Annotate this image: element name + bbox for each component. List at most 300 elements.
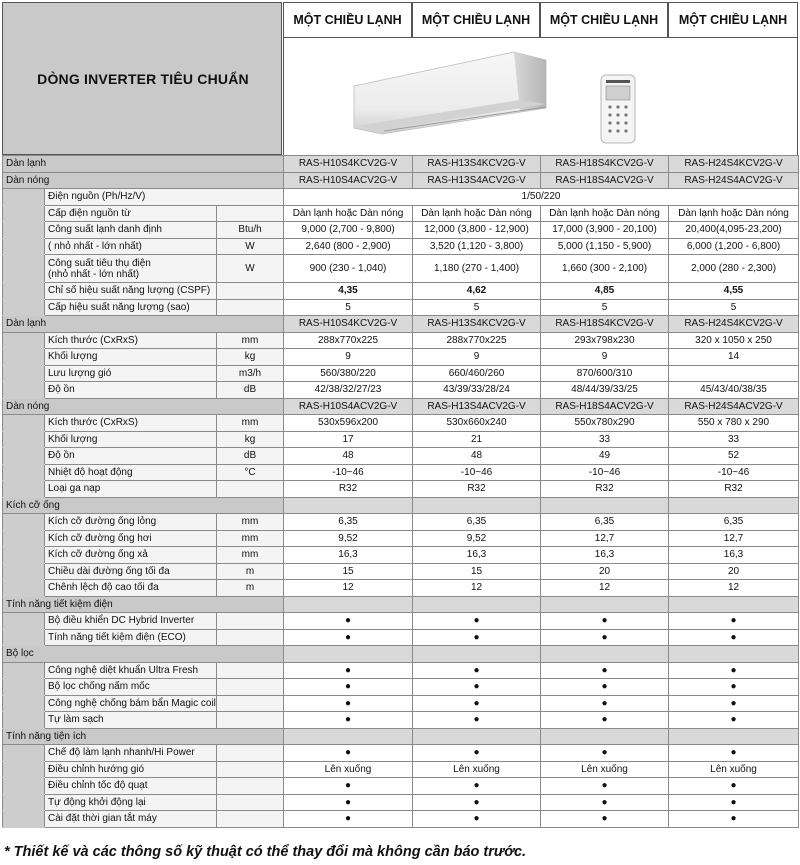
spec-value: 4,62 [413, 283, 541, 300]
spec-value: 3,520 (1,120 - 3,800) [413, 238, 541, 255]
spec-value: ● [284, 679, 413, 696]
spec-value: 16,3 [541, 547, 669, 564]
spec-label: Cấp hiệu suất năng lượng (sao) [45, 299, 217, 316]
spec-value: ● [413, 778, 541, 795]
spec-value: 288x770x225 [284, 332, 413, 349]
header-title-block [2, 2, 282, 155]
gutter-cell [3, 514, 45, 531]
spec-value: 12 [541, 580, 669, 597]
spec-label: Khối lượng [45, 349, 217, 366]
spec-value: 21 [413, 431, 541, 448]
spec-value: 5 [541, 299, 669, 316]
table-row [3, 299, 799, 316]
spec-value: 12,7 [541, 530, 669, 547]
spec-label-line: (nhỏ nhất - lớn nhất) [48, 268, 140, 280]
spec-value: 6,35 [413, 514, 541, 531]
table-row [3, 530, 799, 547]
spec-value: 15 [413, 563, 541, 580]
spec-label: Bộ điều khiển DC Hybrid Inverter [45, 613, 217, 630]
gutter-cell [3, 794, 45, 811]
unit-cell: m3/h [217, 365, 284, 382]
model-cell: RAS-H18S4KCV2G-V [541, 316, 669, 333]
spec-value: ● [541, 811, 669, 828]
spec-value: 12,000 (3,800 - 12,900) [413, 222, 541, 239]
spec-value: Dàn lạnh hoặc Dàn nóng [413, 205, 541, 222]
spec-value: Lên xuống [413, 761, 541, 778]
spec-value: 20 [669, 563, 799, 580]
spec-value: 14 [669, 349, 799, 366]
model-cell: RAS-H24S4ACV2G-V [669, 172, 799, 189]
spec-value: ● [669, 629, 799, 646]
spec-label: Lưu lượng gió [45, 365, 217, 382]
section-label: Tính năng tiện ích [3, 728, 284, 745]
spec-value: 17 [284, 431, 413, 448]
model-cell [541, 728, 669, 745]
gutter-cell [3, 745, 45, 762]
spec-label: Cấp điện nguồn từ [45, 205, 217, 222]
table-row [3, 580, 799, 597]
model-cell [669, 728, 799, 745]
spec-label: Bộ lọc chống nấm mốc [45, 679, 217, 696]
gutter-cell [3, 530, 45, 547]
spec-label: Kích cỡ đường ống hơi [45, 530, 217, 547]
model-cell: RAS-H18S4ACV2G-V [541, 172, 669, 189]
spec-value: 20,400(4,095-23,200) [669, 222, 799, 239]
unit-cell [217, 778, 284, 795]
spec-value: R32 [669, 481, 799, 498]
spec-label: Chế độ làm lạnh nhanh/Hi Power [45, 745, 217, 762]
gutter-cell [3, 205, 45, 222]
table-row [3, 745, 799, 762]
unit-cell: dB [217, 448, 284, 465]
spec-value: 16,3 [284, 547, 413, 564]
model-cell: RAS-H13S4ACV2G-V [413, 398, 541, 415]
gutter-cell [3, 547, 45, 564]
unit-cell [217, 629, 284, 646]
gutter-cell [3, 365, 45, 382]
spec-value: 320 x 1050 x 250 [669, 332, 799, 349]
unit-cell: mm [217, 514, 284, 531]
table-row [3, 679, 799, 696]
table-row [3, 811, 799, 828]
spec-value: Dàn lạnh hoặc Dàn nóng [669, 205, 799, 222]
spec-value: 9,000 (2,700 - 9,800) [284, 222, 413, 239]
model-cell: RAS-H18S4KCV2G-V [541, 156, 669, 173]
model-cell: RAS-H10S4KCV2G-V [284, 156, 413, 173]
spec-label-line: Công suất tiêu thụ điện [48, 257, 151, 269]
spec-value: 12 [413, 580, 541, 597]
unit-cell [217, 613, 284, 630]
spec-value: 5 [413, 299, 541, 316]
spec-value: 20 [541, 563, 669, 580]
table-row [3, 205, 799, 222]
spec-value: ● [669, 712, 799, 729]
gutter-cell [3, 563, 45, 580]
spec-value: ● [413, 811, 541, 828]
model-cell [541, 497, 669, 514]
table-row [3, 189, 799, 206]
unit-cell [217, 205, 284, 222]
unit-cell [217, 811, 284, 828]
footnote: * Thiết kế và các thông số kỹ thuật có thể thay đổi mà không cần báo trước. [4, 844, 527, 860]
spec-value: 48/44/39/33/25 [541, 382, 669, 399]
spec-value: 6,000 (1,200 - 6,800) [669, 238, 799, 255]
spec-label: Tính năng tiết kiệm điện (ECO) [45, 629, 217, 646]
spec-value: 4,55 [669, 283, 799, 300]
spec-value: 9,52 [413, 530, 541, 547]
gutter-cell [3, 255, 45, 283]
table-row [3, 794, 799, 811]
spec-label: Chiều dài đường ống tối đa [45, 563, 217, 580]
table-row [3, 728, 799, 745]
spec-value: 15 [284, 563, 413, 580]
spec-value: 560/380/220 [284, 365, 413, 382]
spec-value: 550 x 780 x 290 [669, 415, 799, 432]
spec-value: Dàn lạnh hoặc Dàn nóng [284, 205, 413, 222]
spec-value [669, 365, 799, 382]
spec-value: 33 [669, 431, 799, 448]
table-row [3, 255, 799, 283]
spec-value: -10~46 [541, 464, 669, 481]
spec-label: Chênh lệch độ cao tối đa [45, 580, 217, 597]
spec-value: 5,000 (1,150 - 5,900) [541, 238, 669, 255]
section-label: Dàn lạnh [3, 316, 284, 333]
unit-cell [217, 283, 284, 300]
model-cell [541, 596, 669, 613]
section-label: Bộ lọc [3, 646, 284, 663]
model-cell: RAS-H24S4KCV2G-V [669, 316, 799, 333]
gutter-cell [3, 811, 45, 828]
spec-value: 43/39/33/28/24 [413, 382, 541, 399]
spec-value: 12 [284, 580, 413, 597]
spec-label [45, 255, 217, 283]
spec-label: Độ ồn [45, 448, 217, 465]
spec-value: 9,52 [284, 530, 413, 547]
model-cell [284, 728, 413, 745]
spec-value: 288x770x225 [413, 332, 541, 349]
spec-value: 2,640 (800 - 2,900) [284, 238, 413, 255]
table-row [3, 778, 799, 795]
spec-value: 6,35 [541, 514, 669, 531]
table-row [3, 481, 799, 498]
gutter-cell [3, 332, 45, 349]
table-row [3, 316, 799, 333]
spec-value: 6,35 [284, 514, 413, 531]
spec-value: ● [284, 695, 413, 712]
spec-value: 12 [669, 580, 799, 597]
section-label: Dàn lạnh [3, 156, 284, 173]
table-row [3, 596, 799, 613]
table-row [3, 646, 799, 663]
unit-cell: mm [217, 415, 284, 432]
gutter-cell [3, 299, 45, 316]
spec-value: Lên xuống [669, 761, 799, 778]
gutter-cell [3, 222, 45, 239]
spec-label: Kích thước (CxRxS) [45, 332, 217, 349]
spec-value: Lên xuống [541, 761, 669, 778]
table-row [3, 662, 799, 679]
column-header-2: MỘT CHIỀU LẠNH [412, 2, 540, 38]
model-cell [413, 497, 541, 514]
table-row [3, 382, 799, 399]
spec-value: 42/38/32/27/23 [284, 382, 413, 399]
gutter-cell [3, 283, 45, 300]
spec-value: ● [284, 778, 413, 795]
model-cell: RAS-H10S4ACV2G-V [284, 172, 413, 189]
model-cell: RAS-H18S4ACV2G-V [541, 398, 669, 415]
gutter-cell [3, 464, 45, 481]
spec-value: 1/50/220 [284, 189, 799, 206]
gutter-cell [3, 189, 45, 206]
unit-cell [217, 745, 284, 762]
gutter-cell [3, 238, 45, 255]
gutter-cell [3, 382, 45, 399]
unit-cell [217, 794, 284, 811]
table-row [3, 365, 799, 382]
spec-value: ● [669, 778, 799, 795]
unit-cell [217, 761, 284, 778]
spec-value: ● [541, 778, 669, 795]
gutter-cell [3, 448, 45, 465]
section-label: Tính năng tiết kiệm điện [3, 596, 284, 613]
spec-value: ● [284, 712, 413, 729]
model-cell [413, 596, 541, 613]
table-row [3, 563, 799, 580]
spec-label: Độ ồn [45, 382, 217, 399]
spec-value: ● [541, 695, 669, 712]
table-row [3, 712, 799, 729]
spec-value: 293x798x230 [541, 332, 669, 349]
table-row [3, 431, 799, 448]
unit-cell [217, 712, 284, 729]
spec-value: 660/460/260 [413, 365, 541, 382]
section-label: Dàn nóng [3, 398, 284, 415]
spec-value: ● [284, 811, 413, 828]
spec-value: ● [284, 613, 413, 630]
unit-cell: W [217, 255, 284, 283]
table-row [3, 222, 799, 239]
unit-cell: kg [217, 349, 284, 366]
model-cell: RAS-H10S4ACV2G-V [284, 398, 413, 415]
spec-value: ● [541, 794, 669, 811]
model-cell [413, 646, 541, 663]
spec-value: 48 [284, 448, 413, 465]
table-row [3, 332, 799, 349]
spec-label: Cài đặt thời gian tắt máy [45, 811, 217, 828]
product-image-area [283, 38, 798, 155]
spec-value: ● [413, 662, 541, 679]
spec-value: Lên xuống [284, 761, 413, 778]
spec-value: 9 [284, 349, 413, 366]
model-cell: RAS-H13S4KCV2G-V [413, 316, 541, 333]
table-row [3, 464, 799, 481]
spec-value: ● [413, 695, 541, 712]
spec-value: ● [541, 745, 669, 762]
spec-value: 45/43/40/38/35 [669, 382, 799, 399]
spec-value: 5 [669, 299, 799, 316]
spec-value: 870/600/310 [541, 365, 669, 382]
spec-value: -10~46 [669, 464, 799, 481]
model-cell [669, 646, 799, 663]
unit-cell: kg [217, 431, 284, 448]
table-row [3, 613, 799, 630]
spec-value: ● [413, 613, 541, 630]
spec-label: Điều chỉnh tốc độ quạt [45, 778, 217, 795]
unit-cell: m [217, 563, 284, 580]
spec-value: ● [541, 679, 669, 696]
spec-value: 48 [413, 448, 541, 465]
unit-cell [217, 299, 284, 316]
spec-label: Kích thước (CxRxS) [45, 415, 217, 432]
spec-label: Công nghệ diệt khuẩn Ultra Fresh [45, 662, 217, 679]
table-row [3, 695, 799, 712]
spec-value: 33 [541, 431, 669, 448]
gutter-cell [3, 415, 45, 432]
spec-label: Tự động khởi động lại [45, 794, 217, 811]
model-cell [284, 596, 413, 613]
gutter-cell [3, 662, 45, 679]
unit-cell: °C [217, 464, 284, 481]
section-label: Kích cỡ ống [3, 497, 284, 514]
unit-cell [217, 662, 284, 679]
spec-value: 16,3 [413, 547, 541, 564]
spec-label: Loại ga nạp [45, 481, 217, 498]
spec-value: 900 (230 - 1,040) [284, 255, 413, 283]
unit-cell: Btu/h [217, 222, 284, 239]
column-header-4: MỘT CHIỀU LẠNH [668, 2, 798, 38]
spec-value: 2,000 (280 - 2,300) [669, 255, 799, 283]
model-cell [284, 497, 413, 514]
spec-value: 52 [669, 448, 799, 465]
table-row [3, 283, 799, 300]
section-label: Dàn nóng [3, 172, 284, 189]
spec-value: ● [541, 629, 669, 646]
gutter-cell [3, 580, 45, 597]
spec-label: Tự làm sạch [45, 712, 217, 729]
table-row [3, 415, 799, 432]
spec-value: 9 [413, 349, 541, 366]
spec-value: 4,85 [541, 283, 669, 300]
spec-value: R32 [284, 481, 413, 498]
table-row [3, 156, 799, 173]
spec-value: 4,35 [284, 283, 413, 300]
spec-value: 49 [541, 448, 669, 465]
spec-value: 1,660 (300 - 2,100) [541, 255, 669, 283]
model-cell [669, 596, 799, 613]
spec-value: 5 [284, 299, 413, 316]
model-cell: RAS-H24S4ACV2G-V [669, 398, 799, 415]
spec-label: Công suất lạnh danh định [45, 222, 217, 239]
model-cell: RAS-H10S4KCV2G-V [284, 316, 413, 333]
unit-cell [217, 695, 284, 712]
gutter-cell [3, 349, 45, 366]
model-cell [413, 728, 541, 745]
spec-value: ● [669, 811, 799, 828]
spec-value: Dàn lạnh hoặc Dàn nóng [541, 205, 669, 222]
spec-value: ● [413, 679, 541, 696]
spec-value: -10~46 [413, 464, 541, 481]
spec-label: Kích cỡ đường ống lỏng [45, 514, 217, 531]
gutter-cell [3, 778, 45, 795]
spec-value: ● [284, 629, 413, 646]
table-row [3, 629, 799, 646]
spec-value: 16,3 [669, 547, 799, 564]
spec-value: ● [541, 712, 669, 729]
spec-value: R32 [541, 481, 669, 498]
spec-label: Chỉ số hiệu suất năng lượng (CSPF) [45, 283, 217, 300]
page-title: DÒNG INVERTER TIÊU CHUẨN [37, 71, 249, 87]
model-cell: RAS-H13S4ACV2G-V [413, 172, 541, 189]
spec-value: 1,180 (270 - 1,400) [413, 255, 541, 283]
spec-value: ● [541, 662, 669, 679]
spec-label: Nhiệt độ hoạt động [45, 464, 217, 481]
spec-value: ● [284, 794, 413, 811]
spec-value: ● [669, 679, 799, 696]
gutter-cell [3, 629, 45, 646]
table-row [3, 514, 799, 531]
table-row [3, 761, 799, 778]
spec-value: ● [284, 745, 413, 762]
unit-cell [217, 679, 284, 696]
spec-value: ● [284, 662, 413, 679]
gutter-cell [3, 613, 45, 630]
spec-label: ( nhỏ nhất - lớn nhất) [45, 238, 217, 255]
unit-cell: mm [217, 530, 284, 547]
model-cell: RAS-H13S4KCV2G-V [413, 156, 541, 173]
table-row [3, 349, 799, 366]
spec-value: R32 [413, 481, 541, 498]
table-row [3, 448, 799, 465]
spec-value: 12,7 [669, 530, 799, 547]
gutter-cell [3, 761, 45, 778]
model-cell [541, 646, 669, 663]
spec-label: Điều chỉnh hướng gió [45, 761, 217, 778]
spec-value: ● [413, 712, 541, 729]
remote-control-icon [601, 75, 635, 143]
spec-value: ● [541, 613, 669, 630]
spec-value: ● [413, 794, 541, 811]
spec-value: ● [669, 695, 799, 712]
unit-cell: W [217, 238, 284, 255]
spec-value: ● [669, 662, 799, 679]
spec-value: 530x660x240 [413, 415, 541, 432]
spec-label: Công nghệ chống bám bẩn Magic coil [45, 695, 217, 712]
spec-label: Khối lượng [45, 431, 217, 448]
spec-value: -10~46 [284, 464, 413, 481]
table-row [3, 497, 799, 514]
spec-value: ● [669, 745, 799, 762]
gutter-cell [3, 431, 45, 448]
unit-cell: m [217, 580, 284, 597]
spec-value: ● [413, 629, 541, 646]
spec-value: 6,35 [669, 514, 799, 531]
spec-value: 550x780x290 [541, 415, 669, 432]
spec-label: Điện nguồn (Ph/Hz/V) [45, 189, 284, 206]
gutter-cell [3, 679, 45, 696]
spec-label: Kích cỡ đường ống xả [45, 547, 217, 564]
table-row [3, 547, 799, 564]
unit-cell: mm [217, 547, 284, 564]
spec-value: 17,000 (3,900 - 20,100) [541, 222, 669, 239]
column-header-1: MỘT CHIỀU LẠNH [283, 2, 412, 38]
spec-value: ● [669, 794, 799, 811]
spec-value: ● [669, 613, 799, 630]
spec-value: ● [413, 745, 541, 762]
table-row [3, 238, 799, 255]
table-row [3, 398, 799, 415]
model-cell [284, 646, 413, 663]
spec-value: 9 [541, 349, 669, 366]
